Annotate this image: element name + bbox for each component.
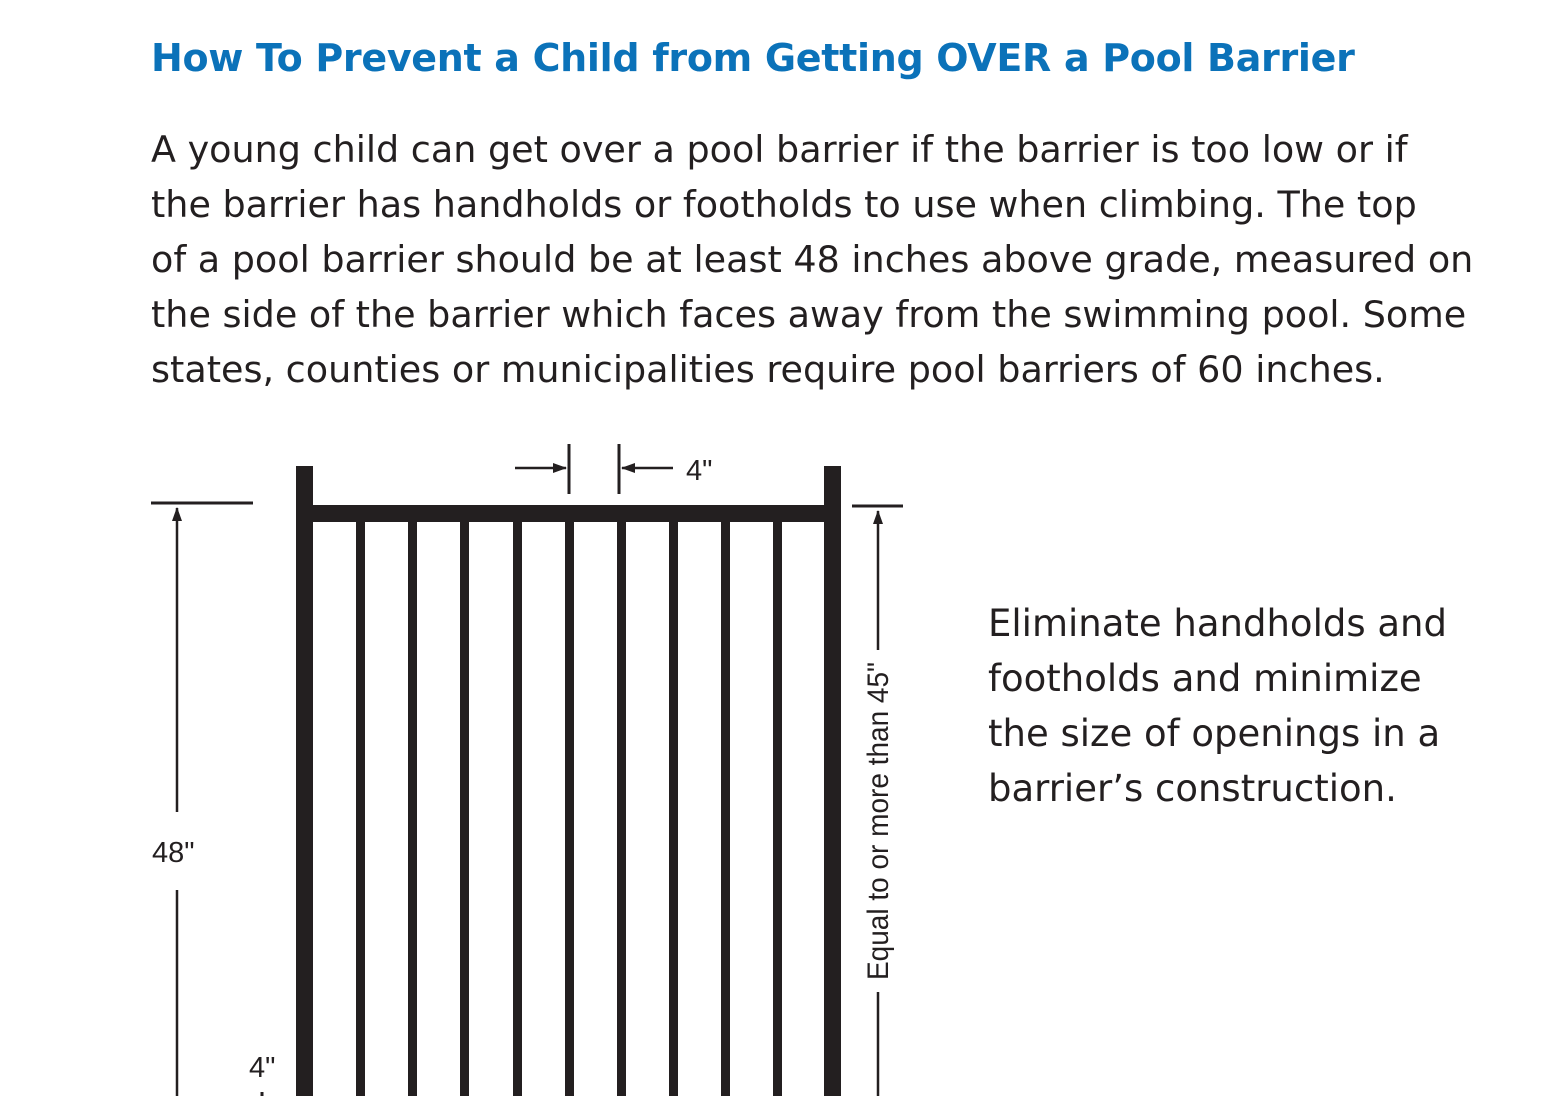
fence-picket (356, 515, 365, 1096)
fence-left-post (296, 466, 313, 1096)
fence-picket (721, 515, 730, 1096)
fence-picket (460, 515, 469, 1096)
picket-spacing-label: 4" (686, 455, 713, 487)
side-note (988, 596, 1528, 816)
side-note-line: footholds and minimize (988, 657, 1422, 700)
rail-spacing-label: Equal to or more than 45" (862, 639, 895, 980)
fence-picket (513, 515, 522, 1096)
side-note-line: Eliminate handholds and (988, 602, 1447, 645)
height-label: 48" (152, 837, 195, 869)
fence-picket (408, 515, 417, 1096)
intro-line: states, counties or municipalities require pool barriers of 60 inches. (151, 348, 1385, 391)
fence-right-post (824, 466, 841, 1096)
picket-spacing-dimension (515, 444, 712, 494)
fence-picket (565, 515, 574, 1096)
bottom-gap-label: 4" (249, 1052, 276, 1084)
fence-pickets (356, 515, 782, 1096)
side-note-line: barrier’s construction. (988, 767, 1397, 810)
height-dimension (151, 503, 253, 1096)
page-title: How To Prevent a Child from Getting OVER a Pool Barrier (151, 36, 1355, 80)
intro-line: of a pool barrier should be at least 48 inches above grade, measured on (151, 238, 1474, 281)
intro-line: the barrier has handholds or footholds to use when climbing. The top (151, 183, 1417, 226)
side-note-line: the size of openings in a (988, 712, 1441, 755)
intro-line: A young child can get over a pool barrier if the barrier is too low or if (151, 128, 1408, 171)
bottom-gap-dimension (249, 1052, 275, 1096)
fence-picket (773, 515, 782, 1096)
intro-line: the side of the barrier which faces away from the swimming pool. Some (151, 293, 1467, 336)
fence (296, 466, 841, 1096)
fence-picket (669, 515, 678, 1096)
rail-spacing-dimension (852, 506, 903, 1096)
fence-picket (617, 515, 626, 1096)
